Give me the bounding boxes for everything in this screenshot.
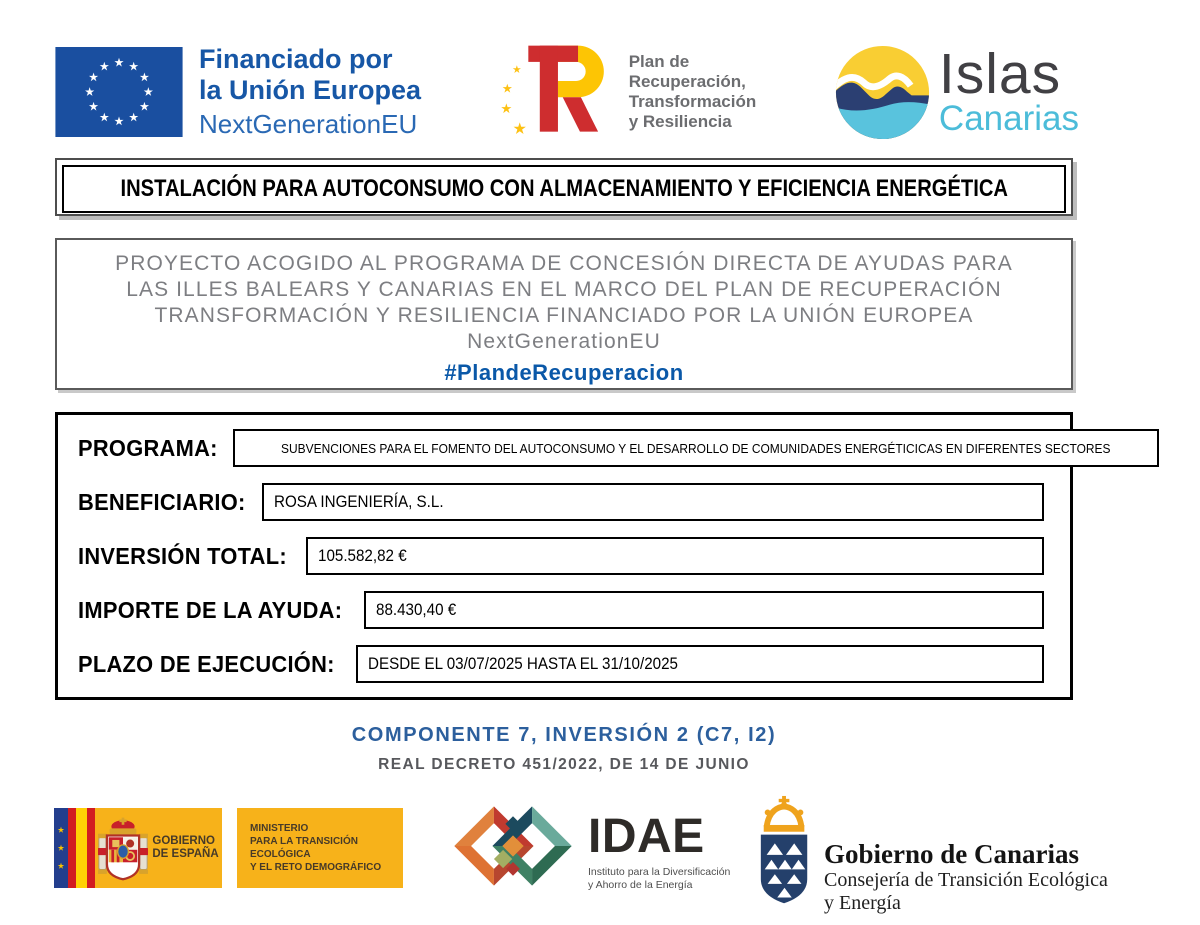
idae-text (588, 810, 731, 891)
eu-funded-text (199, 44, 421, 140)
idae-name: IDAE (588, 810, 705, 863)
eu-funded-line1: Financiado por (199, 44, 393, 74)
field-value: SUBVENCIONES PARA EL FOMENTO DEL AUTOCONSUMO Y EL DESARROLLO DE COMUNIDADES ENERGÉTICICAS EN DIFERENTES SECTORES (281, 440, 1111, 456)
header-logos (55, 36, 1079, 148)
program-description-box (55, 238, 1073, 390)
spain-gov-line2: DE ESPAÑA (152, 848, 219, 860)
ministry-line2: PARA LA TRANSICIÓN ECOLÓGICA (250, 836, 358, 860)
field-value-box (233, 429, 1159, 467)
islas-text (938, 42, 1079, 138)
prtr-line4: y Resiliencia (628, 112, 732, 131)
spain-arms-area (95, 808, 222, 888)
field-label: INVERSIÓN TOTAL: (78, 542, 287, 569)
ministry-line1: MINISTERIO (250, 823, 309, 834)
spain-gov-text (152, 835, 218, 862)
flag-stripe-red-icon (68, 808, 76, 888)
field-row-importe (78, 591, 1044, 629)
idae-rings-icon (452, 795, 574, 897)
idae-logo (452, 795, 730, 897)
islas-line1: Islas (938, 42, 1062, 106)
program-line4: NextGenerationEU (467, 330, 661, 353)
islas-line2: Canarias (938, 99, 1079, 138)
spain-logo-divider (222, 808, 237, 888)
field-label: IMPORTE DE LA AYUDA: (78, 596, 343, 623)
field-value: DESDE EL 03/07/2025 HASTA EL 31/10/2025 (368, 654, 679, 673)
islas-canarias-icon (834, 44, 931, 141)
program-line1: PROYECTO ACOGIDO AL PROGRAMA DE CONCESIÓN DIRECTA DE AYUDAS PARA (115, 252, 1013, 275)
field-label: BENEFICIARIO: (78, 488, 246, 515)
canarias-gov-sub-line1: Consejería de Transición Ecológica (824, 869, 1108, 891)
prtr-line1: Plan de (628, 52, 690, 71)
field-value-box (306, 537, 1044, 575)
eu-nextgen-label: NextGenerationEU (199, 109, 418, 139)
eu-funded-line2: la Unión Europea (199, 75, 422, 105)
prtr-line3: Transformación (628, 92, 757, 111)
canarias-gov-title: Gobierno de Canarias (824, 839, 1080, 869)
field-value: 105.582,82 € (317, 546, 407, 565)
islas-canarias-logo (834, 44, 1079, 141)
spain-government-logo (54, 808, 403, 888)
field-value-box (356, 645, 1044, 683)
ministry-line3: Y EL RETO DEMOGRÁFICO (250, 862, 382, 873)
prtr-logo (499, 38, 757, 146)
idae-sub-line2: y Ahorro de la Energía (588, 878, 693, 891)
plan-hashtag: #PlandeRecuperacion (444, 360, 684, 385)
ministry-block (237, 808, 403, 888)
spain-gov-block (54, 808, 222, 888)
field-value-box (364, 591, 1044, 629)
spain-coat-of-arms-icon (98, 815, 148, 881)
field-row-programa (78, 429, 1111, 467)
flag-stripe-red-icon (87, 808, 95, 888)
prtr-monogram-icon (499, 38, 615, 146)
eu-funded-logo (55, 44, 421, 140)
field-value: ROSA INGENIERÍA, S.L. (274, 492, 444, 511)
field-label: PLAZO DE EJECUCIÓN: (78, 650, 335, 677)
decree-heading: REAL DECRETO 451/2022, DE 14 DE JUNIO (378, 756, 750, 773)
field-row-inversion (78, 537, 1044, 575)
title-box (55, 158, 1073, 216)
canarias-gov-text (824, 839, 1108, 915)
idae-subtitle (588, 866, 730, 891)
canarias-gov-sub-line2: y Energía (824, 892, 901, 914)
field-label: PROGRAMA: (78, 434, 218, 461)
prtr-line2: Recuperación, (628, 72, 746, 91)
field-row-beneficiario (78, 483, 1044, 521)
field-value: 88.430,40 € (376, 600, 457, 619)
program-line3: TRANSFORMACIÓN Y RESILIENCIA FINANCIADO POR LA UNIÓN EUROPEA (154, 304, 974, 327)
eu-strip-icon (54, 808, 68, 888)
idae-sub-line1: Instituto para la Diversificación (588, 866, 731, 878)
spain-gov-line1: GOBIERNO (152, 834, 215, 847)
canarias-government-logo (756, 795, 1108, 915)
flag-stripe-yellow-icon (76, 808, 87, 888)
program-line2: LAS ILLES BALEARS Y CANARIAS EN EL MARCO DEL PLAN DE RECUPERACIÓN (126, 278, 1002, 301)
component-heading: COMPONENTE 7, INVERSIÓN 2 (C7, I2) (351, 724, 777, 746)
project-details-box (55, 412, 1111, 700)
eu-flag-icon (55, 47, 183, 137)
prtr-text (629, 52, 757, 132)
field-value-box (262, 483, 1044, 521)
field-row-plazo (78, 645, 1044, 683)
page-title: INSTALACIÓN PARA AUTOCONSUMO CON ALMACENAMIENTO Y EFICIENCIA ENERGÉTICA (120, 175, 1008, 202)
canarias-crown-shield-icon (756, 795, 814, 911)
title-box-inner (62, 165, 1066, 213)
